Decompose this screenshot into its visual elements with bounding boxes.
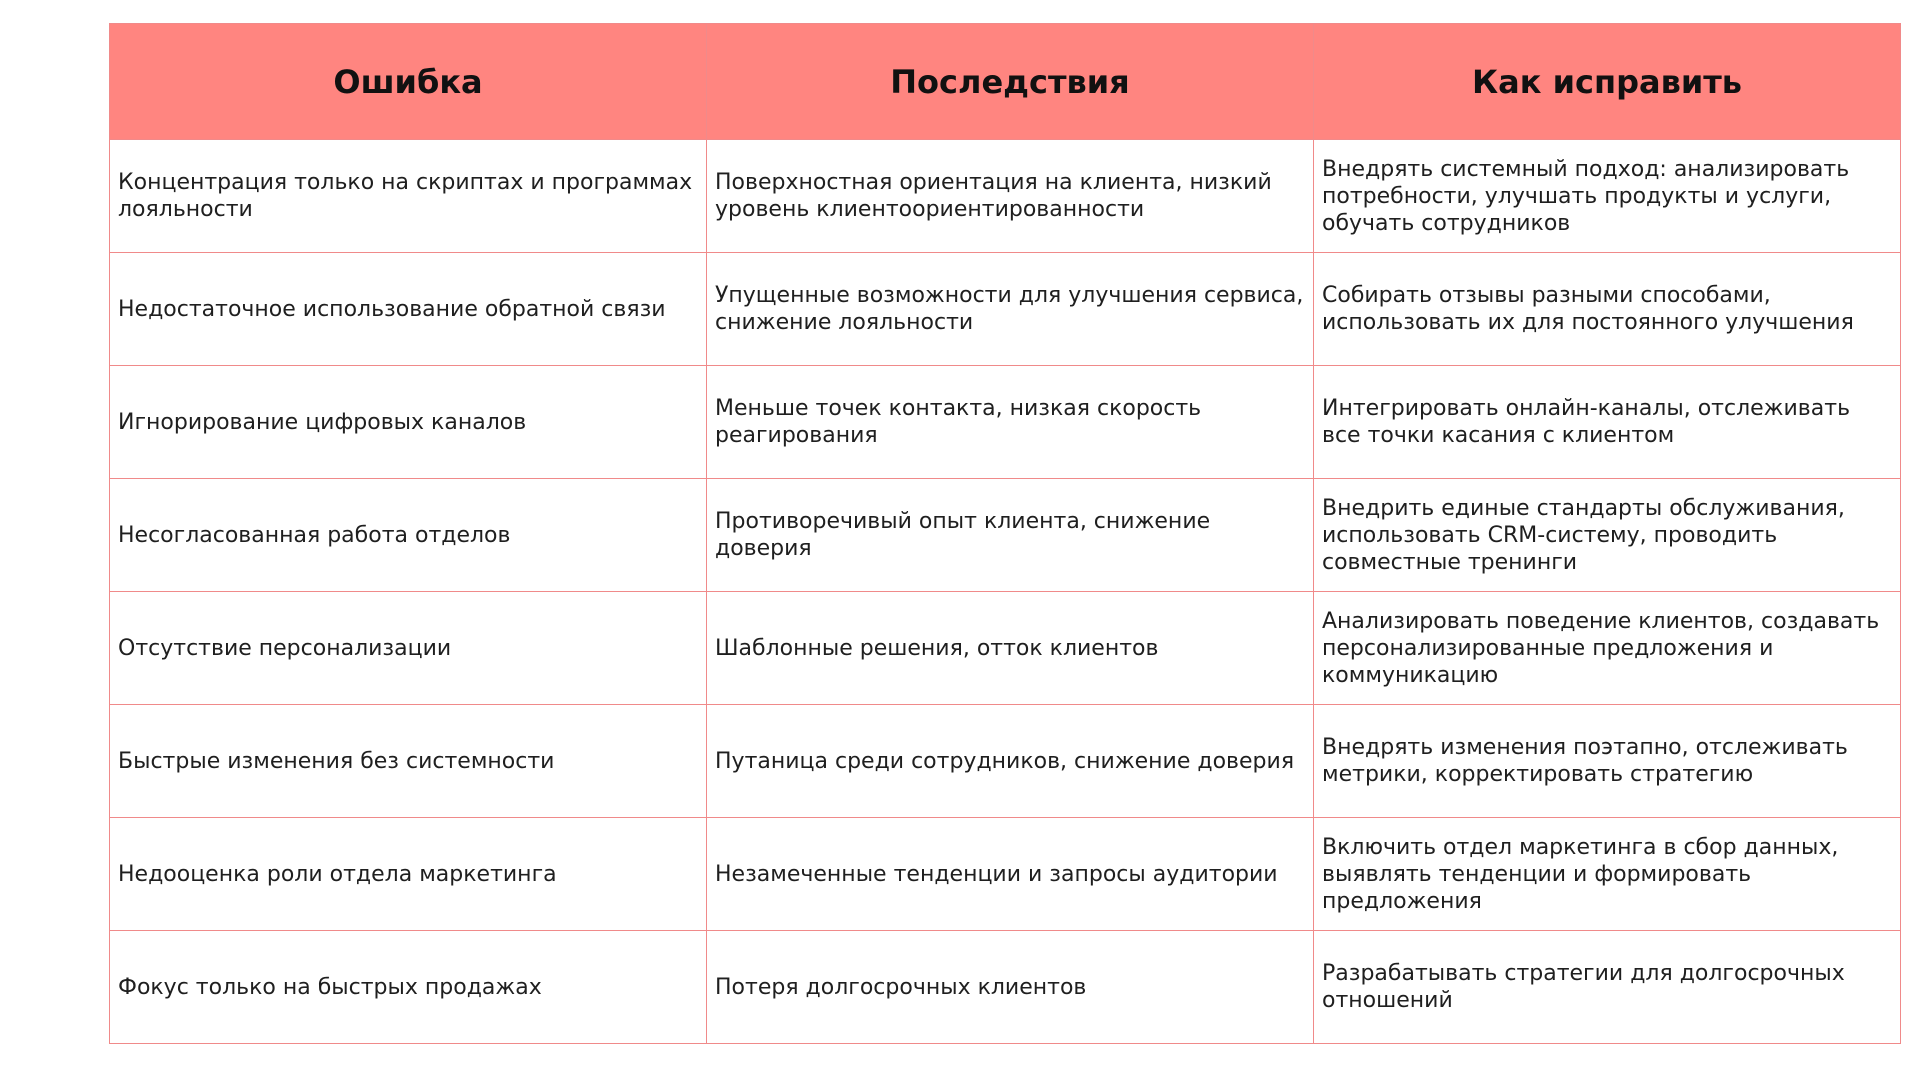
table-row [110, 705, 1901, 818]
cell-consequence: Поверхностная ориентация на клиента, низкий уровень клиентоориентированности [707, 140, 1314, 253]
table-row [110, 931, 1901, 1044]
cell-fix: Интегрировать онлайн-каналы, отслеживать все точки касания с клиентом [1314, 366, 1901, 479]
cell-consequence: Противоречивый опыт клиента, снижение доверия [707, 479, 1314, 592]
table-row [110, 253, 1901, 366]
cell-consequence: Потеря долгосрочных клиентов [707, 931, 1314, 1044]
cell-fix: Внедрять системный подход: анализировать потребности, улучшать продукты и услуги, обучать сотрудников [1314, 140, 1901, 253]
table-row [110, 818, 1901, 931]
cell-fix: Внедрить единые стандарты обслуживания, использовать CRM-систему, проводить совместные тренинги [1314, 479, 1901, 592]
header-consequences: Последствия [707, 24, 1314, 140]
cell-consequence: Незамеченные тенденции и запросы аудитории [707, 818, 1314, 931]
cell-consequence: Упущенные возможности для улучшения сервиса, снижение лояльности [707, 253, 1314, 366]
cell-error: Игнорирование цифровых каналов [110, 366, 707, 479]
cell-fix: Внедрять изменения поэтапно, отслеживать метрики, корректировать стратегию [1314, 705, 1901, 818]
header-error: Ошибка [110, 24, 707, 140]
table-header-row [110, 24, 1901, 140]
cell-consequence: Путаница среди сотрудников, снижение доверия [707, 705, 1314, 818]
mistakes-table [109, 23, 1901, 1044]
cell-consequence: Шаблонные решения, отток клиентов [707, 592, 1314, 705]
table-row [110, 592, 1901, 705]
cell-error: Недостаточное использование обратной связи [110, 253, 707, 366]
table-row [110, 479, 1901, 592]
mistakes-table-container [109, 23, 1900, 1044]
cell-fix: Разрабатывать стратегии для долгосрочных отношений [1314, 931, 1901, 1044]
cell-fix: Анализировать поведение клиентов, создавать персонализированные предложения и коммуникацию [1314, 592, 1901, 705]
cell-error: Недооценка роли отдела маркетинга [110, 818, 707, 931]
cell-error: Быстрые изменения без системности [110, 705, 707, 818]
cell-fix: Включить отдел маркетинга в сбор данных, выявлять тенденции и формировать предложения [1314, 818, 1901, 931]
header-how-to-fix: Как исправить [1314, 24, 1901, 140]
table-row [110, 140, 1901, 253]
cell-fix: Собирать отзывы разными способами, использовать их для постоянного улучшения [1314, 253, 1901, 366]
cell-consequence: Меньше точек контакта, низкая скорость реагирования [707, 366, 1314, 479]
cell-error: Отсутствие персонализации [110, 592, 707, 705]
cell-error: Несогласованная работа отделов [110, 479, 707, 592]
cell-error: Концентрация только на скриптах и программах лояльности [110, 140, 707, 253]
table-row [110, 366, 1901, 479]
cell-error: Фокус только на быстрых продажах [110, 931, 707, 1044]
